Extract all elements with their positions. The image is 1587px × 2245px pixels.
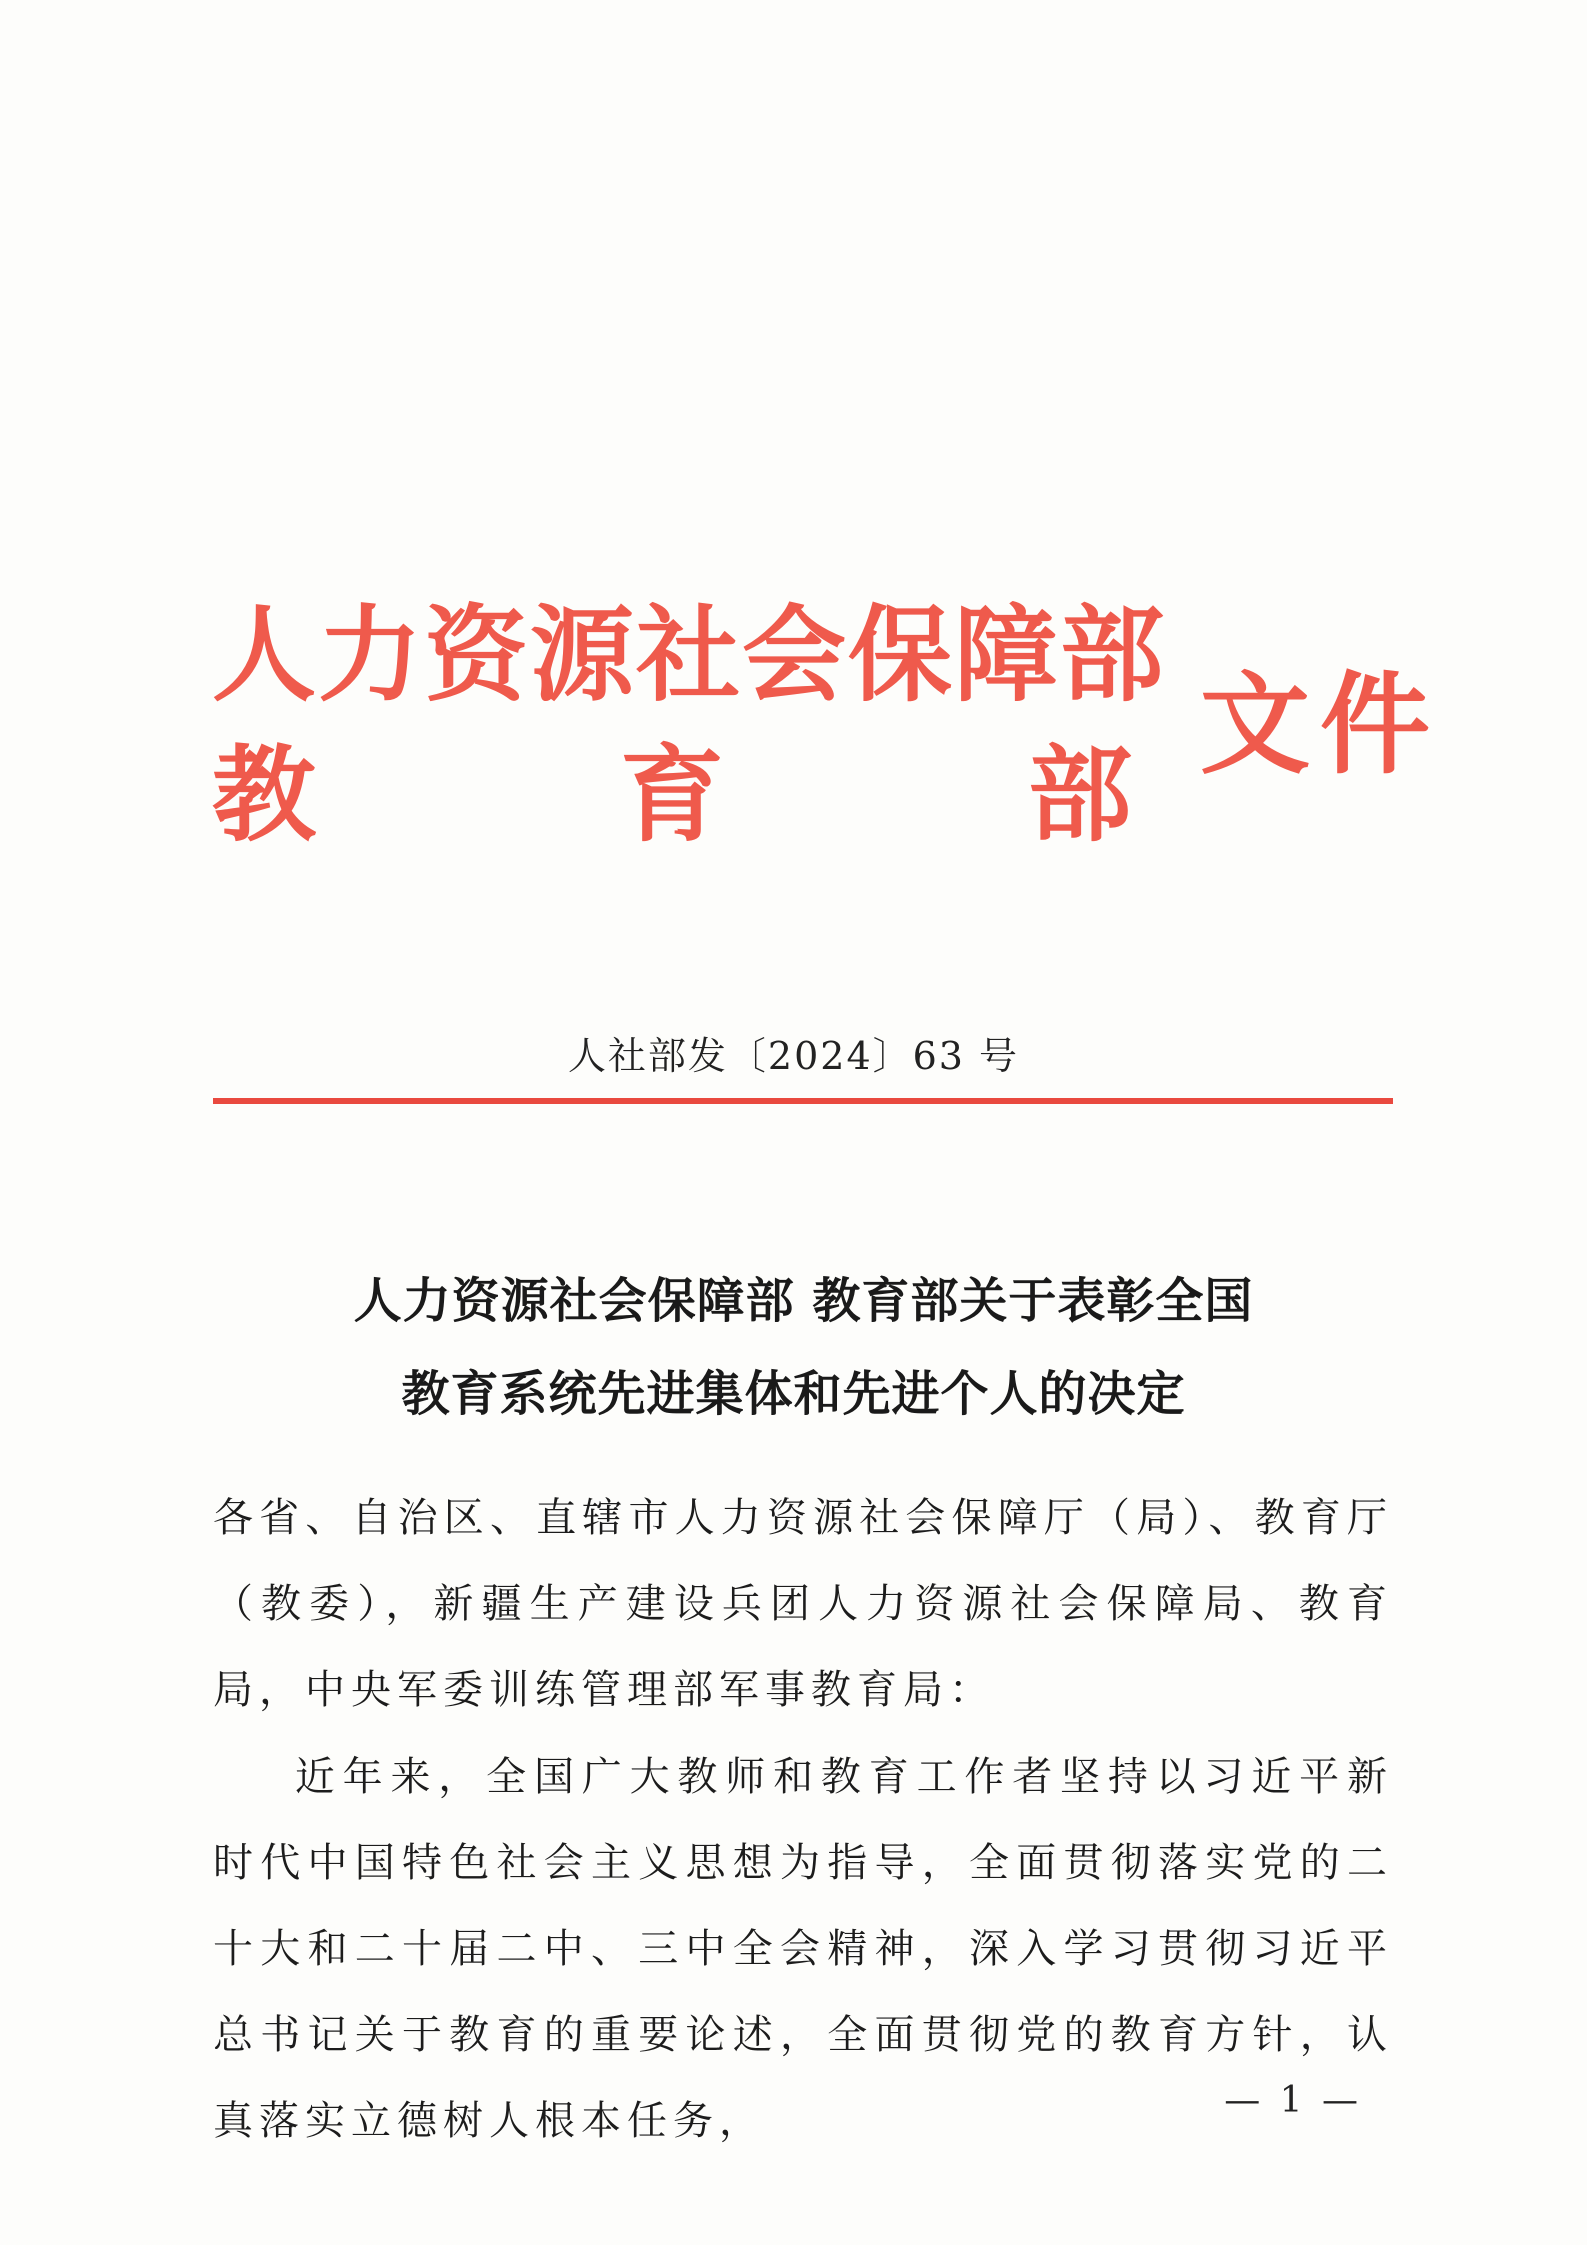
- masthead-ministry-hr: 人力资源社会保障部: [212, 593, 1167, 716]
- masthead-char: 教: [212, 733, 317, 856]
- masthead-char: 育: [619, 733, 724, 856]
- masthead-ministry-education: [212, 730, 1132, 860]
- addressee-paragraph: 各省、自治区、直辖市人力资源社会保障厅（局）、教育厅（教委），新疆生产建设兵团人力资源社会保障局、教育局，中央军委训练管理部军事教育局：: [213, 1495, 1393, 1713]
- masthead-char: 部: [1027, 733, 1132, 856]
- body-paragraph-text: 近年来，全国广大教师和教育工作者坚持以习近平新时代中国特色社会主义思想为指导，全面贯彻落实党的二十大和二十届二中、三中全会精神，深入学习贯彻习近平总书记关于教育的重要论述，全面贯彻党的教育方针，认真落实立德树人根本任务，: [213, 1754, 1393, 2144]
- document-title-line-1: 人力资源社会保障部 教育部关于表彰全国: [353, 1273, 1254, 1329]
- body-paragraph: [213, 1734, 1393, 2164]
- masthead-suffix: 文件: [1200, 660, 1440, 789]
- page-number: — 1 —: [1224, 2080, 1362, 2121]
- red-divider-line: [213, 1098, 1393, 1104]
- document-title-line-2: 教育系统先进集体和先进个人的决定: [401, 1366, 1186, 1422]
- document-number: 人社部发〔2024〕63 号: [567, 1034, 1020, 1078]
